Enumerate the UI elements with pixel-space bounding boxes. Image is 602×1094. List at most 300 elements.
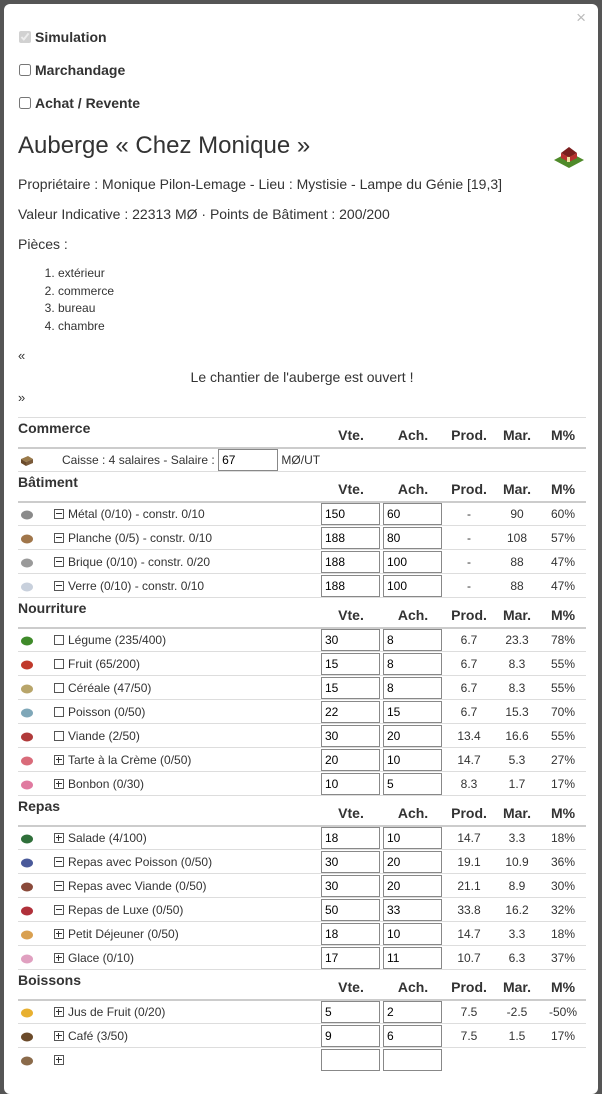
option-checkbox[interactable] [19, 97, 31, 109]
cell-prod: - [444, 550, 494, 574]
table-row [18, 724, 586, 748]
collapse-icon[interactable] [54, 509, 64, 519]
cell-prod: 14.7 [444, 748, 494, 772]
meat-meal-icon [20, 879, 34, 893]
table-row [18, 946, 586, 970]
table-row [18, 574, 586, 598]
fish-meal-icon [20, 855, 34, 869]
cell-mp: 36% [540, 850, 586, 874]
item-name-cell [54, 652, 320, 676]
cell-ach [382, 502, 444, 526]
cell-mp: 47% [540, 574, 586, 598]
cell-ach [382, 898, 444, 922]
toggle-box-icon[interactable] [54, 635, 64, 645]
item-icon-cell [18, 550, 54, 574]
item-icon-cell [18, 526, 54, 550]
collapse-icon[interactable] [54, 533, 64, 543]
cell-prod: 21.1 [444, 874, 494, 898]
buy-price-input[interactable] [383, 1001, 442, 1023]
option-label: Achat / Revente [35, 94, 141, 111]
section-header [18, 598, 586, 628]
room-item: 3. bureau [58, 300, 586, 318]
quote-close: » [18, 390, 26, 405]
collapse-icon[interactable] [54, 881, 64, 891]
cell-ach [382, 526, 444, 550]
cell-prod: 6.7 [444, 628, 494, 652]
cell-prod: 6.7 [444, 652, 494, 676]
cell-vte [320, 1000, 382, 1024]
item-name: Bonbon (0/30) [68, 776, 145, 791]
sell-price-input[interactable] [321, 899, 380, 921]
sell-price-input[interactable] [321, 653, 380, 675]
candy-icon [20, 777, 34, 791]
buy-price-input[interactable] [383, 947, 442, 969]
sell-price-input[interactable] [321, 677, 380, 699]
item-name-cell [54, 700, 320, 724]
table-row [18, 1024, 586, 1048]
option-label: Marchandage [35, 61, 126, 78]
cell-vte [320, 700, 382, 724]
cream-pie-icon [20, 753, 34, 767]
buy-price-input[interactable] [383, 827, 442, 849]
collapse-icon[interactable] [54, 905, 64, 915]
table-row [18, 502, 586, 526]
item-name: Repas avec Viande (0/50) [68, 878, 207, 893]
item-name-cell [54, 772, 320, 796]
plank-icon [20, 531, 34, 545]
cell-mar: 3.3 [494, 826, 540, 850]
item-name-cell [54, 1024, 320, 1048]
cell-mp: 78% [540, 628, 586, 652]
cell-vte [320, 1048, 382, 1072]
table-row [18, 550, 586, 574]
sell-price-input[interactable] [321, 725, 380, 747]
col-mp: M% [540, 598, 586, 628]
cell-prod: 10.7 [444, 946, 494, 970]
cell-mar: 10.9 [494, 850, 540, 874]
cell-prod: 14.7 [444, 826, 494, 850]
sell-price-input[interactable] [321, 851, 380, 873]
cell-vte [320, 826, 382, 850]
item-name: Poisson (0/50) [68, 704, 146, 719]
section-title: Commerce [18, 418, 320, 448]
item-icon-cell [18, 748, 54, 772]
cell-vte [320, 526, 382, 550]
sell-price-input[interactable] [321, 575, 380, 597]
expand-icon[interactable] [54, 833, 64, 843]
item-name-cell [54, 874, 320, 898]
expand-icon[interactable] [54, 1031, 64, 1041]
coffee-icon [20, 1029, 34, 1043]
item-icon-cell [18, 850, 54, 874]
col-vte: Vte. [320, 472, 382, 502]
buy-price-input[interactable] [383, 899, 442, 921]
cell-mar: -2.5 [494, 1000, 540, 1024]
cell-prod: - [444, 574, 494, 598]
expand-icon[interactable] [54, 779, 64, 789]
cell-vte [320, 922, 382, 946]
item-name: Salade (4/100) [68, 830, 147, 845]
cell-ach [382, 946, 444, 970]
toggle-box-icon[interactable] [54, 683, 64, 693]
cell-prod: - [444, 526, 494, 550]
sell-price-input[interactable] [321, 773, 380, 795]
buy-price-input[interactable] [383, 851, 442, 873]
cereal-icon [20, 681, 34, 695]
cell-prod: 7.5 [444, 1000, 494, 1024]
table-row [18, 772, 586, 796]
expand-icon[interactable] [54, 1007, 64, 1017]
cell-mar: 16.2 [494, 898, 540, 922]
col-vte: Vte. [320, 970, 382, 1000]
item-name: Céréale (47/50) [68, 680, 152, 695]
item-name: Brique (0/10) - constr. 0/20 [68, 554, 211, 569]
col-ach: Ach. [382, 970, 444, 1000]
col-ach: Ach. [382, 796, 444, 826]
cell-mp: 18% [540, 922, 586, 946]
section-header [18, 472, 586, 502]
item-icon-cell [18, 874, 54, 898]
cell-mar: 15.3 [494, 700, 540, 724]
col-vte: Vte. [320, 598, 382, 628]
item-name-cell [54, 826, 320, 850]
table-row [18, 850, 586, 874]
sell-price-input[interactable] [321, 503, 380, 525]
table-row [18, 652, 586, 676]
cell-mp [540, 1048, 586, 1072]
section-title: Nourriture [18, 598, 320, 628]
section-title: Repas [18, 796, 320, 826]
item-icon-cell [18, 1024, 54, 1048]
cell-ach [382, 850, 444, 874]
salad-icon [20, 831, 34, 845]
cell-ach [382, 652, 444, 676]
cell-ach [382, 700, 444, 724]
cell-mp: 60% [540, 502, 586, 526]
cell-ach [382, 1048, 444, 1072]
ice-cream-icon [20, 951, 34, 965]
cell-prod: 6.7 [444, 676, 494, 700]
sell-price-input[interactable] [321, 827, 380, 849]
buy-price-input[interactable] [383, 1049, 442, 1071]
col-mp: M% [540, 472, 586, 502]
cell-prod: 33.8 [444, 898, 494, 922]
expand-icon[interactable] [54, 929, 64, 939]
buy-price-input[interactable] [383, 875, 442, 897]
item-name-cell [54, 550, 320, 574]
item-name: Repas avec Poisson (0/50) [68, 854, 213, 869]
item-name-cell [54, 898, 320, 922]
value-line: Valeur Indicative : 22313 MØ · Points de Bâtiment : 200/200 [18, 206, 390, 222]
sell-price-input[interactable] [321, 527, 380, 549]
item-icon-cell [18, 898, 54, 922]
col-mar: Mar. [494, 418, 540, 448]
cell-vte [320, 1024, 382, 1048]
collapse-icon[interactable] [54, 557, 64, 567]
sell-price-input[interactable] [321, 551, 380, 573]
buy-price-input[interactable] [383, 773, 442, 795]
cell-mar: 6.3 [494, 946, 540, 970]
item-name-cell [54, 748, 320, 772]
item-icon-cell [18, 946, 54, 970]
cell-mp: 55% [540, 676, 586, 700]
quote-open: « [18, 348, 26, 363]
cell-mar: 1.7 [494, 772, 540, 796]
col-mp: M% [540, 970, 586, 1000]
table-row [18, 826, 586, 850]
cell-ach [382, 628, 444, 652]
table-row [18, 748, 586, 772]
toggle-box-icon[interactable] [54, 731, 64, 741]
col-prod: Prod. [444, 418, 494, 448]
close-icon[interactable]: × [576, 8, 586, 27]
item-name: Planche (0/5) - constr. 0/10 [68, 530, 213, 545]
item-name: Fruit (65/200) [68, 656, 141, 671]
item-name: Tarte à la Crème (0/50) [68, 752, 192, 767]
item-icon-cell [18, 922, 54, 946]
item-name-cell [54, 628, 320, 652]
cell-vte [320, 850, 382, 874]
cell-prod: - [444, 502, 494, 526]
sell-price-input[interactable] [321, 1049, 380, 1071]
item-icon-cell [18, 724, 54, 748]
cell-prod: 6.7 [444, 700, 494, 724]
col-ach: Ach. [382, 472, 444, 502]
cell-mp: 17% [540, 772, 586, 796]
cell-vte [320, 946, 382, 970]
section-header [18, 970, 586, 1000]
table-row [18, 898, 586, 922]
cell-ach [382, 922, 444, 946]
item-name: Café (3/50) [68, 1028, 129, 1043]
col-prod: Prod. [444, 472, 494, 502]
sell-price-input[interactable] [321, 923, 380, 945]
cell-ach [382, 874, 444, 898]
cell-mp: 18% [540, 826, 586, 850]
item-icon-cell [18, 826, 54, 850]
item-name-cell [54, 574, 320, 598]
cell-vte [320, 652, 382, 676]
buy-price-input[interactable] [383, 701, 442, 723]
cell-mar: 23.3 [494, 628, 540, 652]
fruit-juice-icon [20, 1005, 34, 1019]
meat-icon [20, 729, 34, 743]
cell-mp: 17% [540, 1024, 586, 1048]
salary-input[interactable] [218, 449, 278, 471]
cell-vte [320, 676, 382, 700]
cell-ach [382, 1000, 444, 1024]
breakfast-icon [20, 927, 34, 941]
item-name: Petit Déjeuner (0/50) [68, 926, 179, 941]
col-prod: Prod. [444, 796, 494, 826]
prices-table [18, 417, 586, 1072]
buy-price-input[interactable] [383, 575, 442, 597]
cell-prod: 13.4 [444, 724, 494, 748]
item-name: Métal (0/10) - constr. 0/10 [68, 506, 205, 521]
luxury-meal-icon [20, 903, 34, 917]
table-row [18, 628, 586, 652]
section-title: Boissons [18, 970, 320, 1000]
toggle-box-icon[interactable] [54, 707, 64, 717]
rooms-label: Pièces : [18, 236, 68, 252]
item-name: Légume (235/400) [68, 632, 167, 647]
cell-vte [320, 628, 382, 652]
inn-building-icon [552, 144, 586, 170]
expand-icon[interactable] [54, 1055, 64, 1065]
sell-price-input[interactable] [321, 947, 380, 969]
cell-vte [320, 574, 382, 598]
option-row[interactable] [18, 20, 586, 53]
table-row [18, 874, 586, 898]
buy-price-input[interactable] [383, 503, 442, 525]
caisse-row [18, 448, 586, 472]
item-name-cell [54, 502, 320, 526]
cell-mar: 3.3 [494, 922, 540, 946]
item-icon-cell [18, 574, 54, 598]
item-icon-cell [18, 652, 54, 676]
cell-mp: 27% [540, 748, 586, 772]
cell-ach [382, 724, 444, 748]
item-name-cell [54, 526, 320, 550]
cell-mar: 90 [494, 502, 540, 526]
table-row [18, 1048, 586, 1072]
cell-vte [320, 502, 382, 526]
col-mp: M% [540, 796, 586, 826]
cash-register-icon [20, 453, 34, 467]
cell-ach [382, 574, 444, 598]
item-name: Glace (0/10) [68, 950, 135, 965]
item-name-cell [54, 1048, 320, 1072]
collapse-icon[interactable] [54, 857, 64, 867]
table-row [18, 700, 586, 724]
owner-line: Propriétaire : Monique Pilon-Lemage - Lieu : Mystisie - Lampe du Génie [19,3] [18, 176, 503, 192]
buy-price-input[interactable] [383, 629, 442, 651]
cell-vte [320, 748, 382, 772]
sell-price-input[interactable] [321, 1025, 380, 1047]
rooms-list [18, 265, 586, 335]
cell-prod: 8.3 [444, 772, 494, 796]
cell-vte [320, 874, 382, 898]
expand-icon[interactable] [54, 953, 64, 963]
col-prod: Prod. [444, 970, 494, 1000]
cell-mar: 8.3 [494, 652, 540, 676]
cell-mp: 55% [540, 724, 586, 748]
cell-mp: 37% [540, 946, 586, 970]
cell-ach [382, 748, 444, 772]
cell-mar: 108 [494, 526, 540, 550]
section-header [18, 796, 586, 826]
buy-price-input[interactable] [383, 527, 442, 549]
cell-prod: 14.7 [444, 922, 494, 946]
room-item: 1. extérieur [58, 265, 586, 283]
buy-price-input[interactable] [383, 1025, 442, 1047]
col-mar: Mar. [494, 796, 540, 826]
option-row[interactable] [18, 86, 586, 119]
options-list [18, 20, 586, 119]
option-row[interactable] [18, 53, 586, 86]
cell-mp: 57% [540, 526, 586, 550]
cell-ach [382, 676, 444, 700]
cell-vte [320, 724, 382, 748]
item-name-cell [54, 676, 320, 700]
sell-price-input[interactable] [321, 629, 380, 651]
salary-unit: MØ/UT [281, 452, 321, 467]
col-ach: Ach. [382, 418, 444, 448]
item-name: Verre (0/10) - constr. 0/10 [68, 578, 205, 593]
buy-price-input[interactable] [383, 923, 442, 945]
brick-icon [20, 555, 34, 569]
item-name: Viande (2/50) [68, 728, 140, 743]
item-name-cell [54, 922, 320, 946]
cell-mp: 32% [540, 898, 586, 922]
chantier-status: Le chantier de l'auberge est ouvert ! [190, 369, 414, 385]
option-checkbox[interactable] [19, 31, 31, 43]
toggle-box-icon[interactable] [54, 659, 64, 669]
cell-vte [320, 898, 382, 922]
buy-price-input[interactable] [383, 653, 442, 675]
col-vte: Vte. [320, 418, 382, 448]
vegetable-icon [20, 633, 34, 647]
cell-mp: 30% [540, 874, 586, 898]
cell-mar: 88 [494, 550, 540, 574]
col-mar: Mar. [494, 970, 540, 1000]
buy-price-input[interactable] [383, 677, 442, 699]
metal-icon [20, 507, 34, 521]
cell-mar: 8.9 [494, 874, 540, 898]
item-name-cell [54, 724, 320, 748]
table-row [18, 1000, 586, 1024]
collapse-icon[interactable] [54, 581, 64, 591]
sell-price-input[interactable] [321, 701, 380, 723]
cell-mar: 16.6 [494, 724, 540, 748]
cell-mar: 5.3 [494, 748, 540, 772]
option-checkbox[interactable] [19, 64, 31, 76]
cell-ach [382, 772, 444, 796]
item-name: Jus de Fruit (0/20) [68, 1004, 166, 1019]
cell-mar: 8.3 [494, 676, 540, 700]
item-icon-cell [18, 1048, 54, 1072]
cell-vte [320, 550, 382, 574]
buy-price-input[interactable] [383, 725, 442, 747]
cell-mp: 47% [540, 550, 586, 574]
sell-price-input[interactable] [321, 1001, 380, 1023]
table-row [18, 922, 586, 946]
cell-mp: -50% [540, 1000, 586, 1024]
expand-icon[interactable] [54, 755, 64, 765]
drink-icon [20, 1053, 34, 1067]
cell-mar: 1.5 [494, 1024, 540, 1048]
item-icon-cell [18, 502, 54, 526]
cell-prod [444, 1048, 494, 1072]
sell-price-input[interactable] [321, 749, 380, 771]
modal-content [18, 20, 586, 1072]
buy-price-input[interactable] [383, 551, 442, 573]
cell-vte [320, 772, 382, 796]
cell-ach [382, 1024, 444, 1048]
table-row [18, 676, 586, 700]
cell-mp: 55% [540, 652, 586, 676]
item-icon-cell [18, 676, 54, 700]
buy-price-input[interactable] [383, 749, 442, 771]
section-header-commerce [18, 418, 586, 448]
item-name-cell [54, 850, 320, 874]
cell-ach [382, 826, 444, 850]
room-item: 4. chambre [58, 318, 586, 336]
item-icon-cell [18, 628, 54, 652]
room-item: 2. commerce [58, 283, 586, 301]
sell-price-input[interactable] [321, 875, 380, 897]
item-name-cell [54, 1000, 320, 1024]
